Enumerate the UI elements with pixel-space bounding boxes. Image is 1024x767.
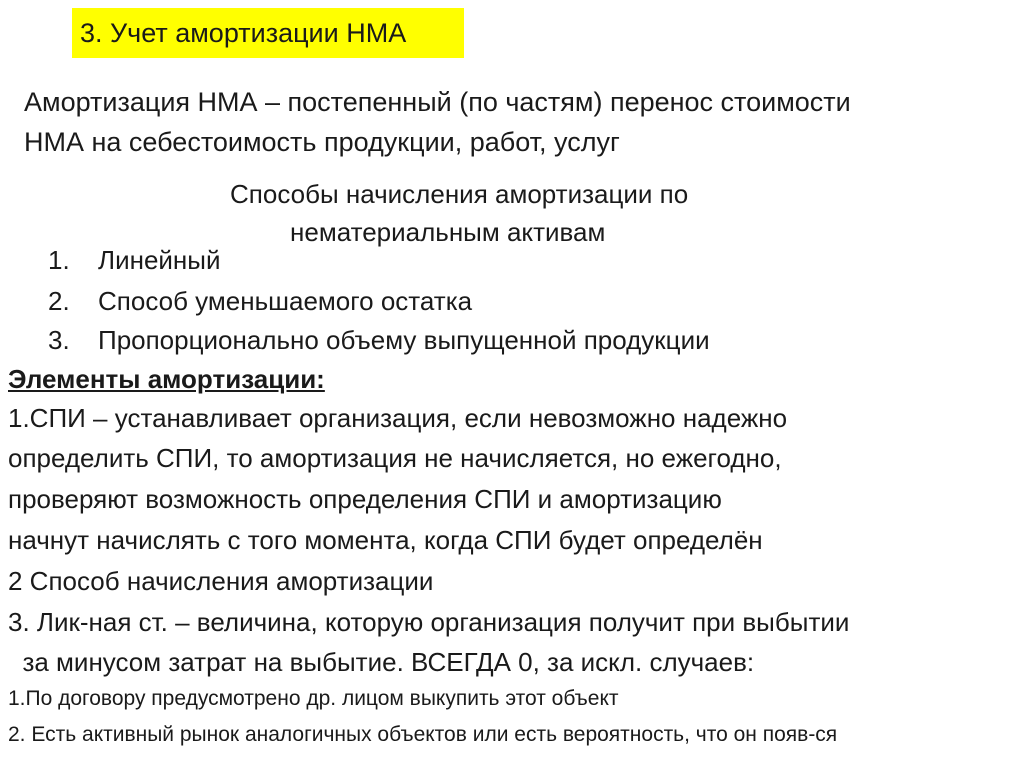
methods-heading-line-2: нематериальным активам — [290, 217, 606, 247]
method-number-2: 2. — [48, 286, 70, 316]
element-line-7: за минусом затрат на выбытие. ВСЕГДА 0, за искл. случаев: — [8, 647, 755, 677]
case-line-2: 2. Есть активный рынок аналогичных объектов или есть вероятность, что он появ-ся — [8, 723, 838, 746]
element-line-6: 3. Лик-ная ст. – величина, которую организация получит при выбытии — [8, 607, 850, 637]
method-item-2: Способ уменьшаемого остатка — [98, 286, 473, 316]
method-item-1: Линейный — [98, 245, 221, 275]
method-number-1: 1. — [48, 245, 70, 275]
element-line-4: начнут начислять с того момента, когда СПИ будет определён — [8, 525, 763, 555]
methods-heading-line-1: Способы начисления амортизации по — [230, 179, 689, 209]
method-number-3: 3. — [48, 325, 70, 355]
element-line-1: 1.СПИ – устанавливает организация, если невозможно надежно — [8, 403, 788, 433]
element-line-5: 2 Способ начисления амортизации — [8, 566, 434, 596]
element-line-2: определить СПИ, то амортизация не начисляется, но ежегодно, — [8, 443, 782, 473]
elements-heading: Элементы амортизации: — [8, 364, 325, 394]
case-line-1: 1.По договору предусмотрено др. лицом выкупить этот объект — [8, 687, 619, 710]
definition-line-1: Амортизация НМА – постепенный (по частям) перенос стоимости — [24, 87, 851, 117]
method-item-3: Пропорционально объему выпущенной продукции — [98, 325, 710, 355]
element-line-3: проверяют возможность определения СПИ и амортизацию — [8, 484, 722, 514]
slide-title: 3. Учет амортизации НМА — [80, 18, 407, 48]
definition-line-2: НМА на себестоимость продукции, работ, услуг — [24, 127, 620, 157]
